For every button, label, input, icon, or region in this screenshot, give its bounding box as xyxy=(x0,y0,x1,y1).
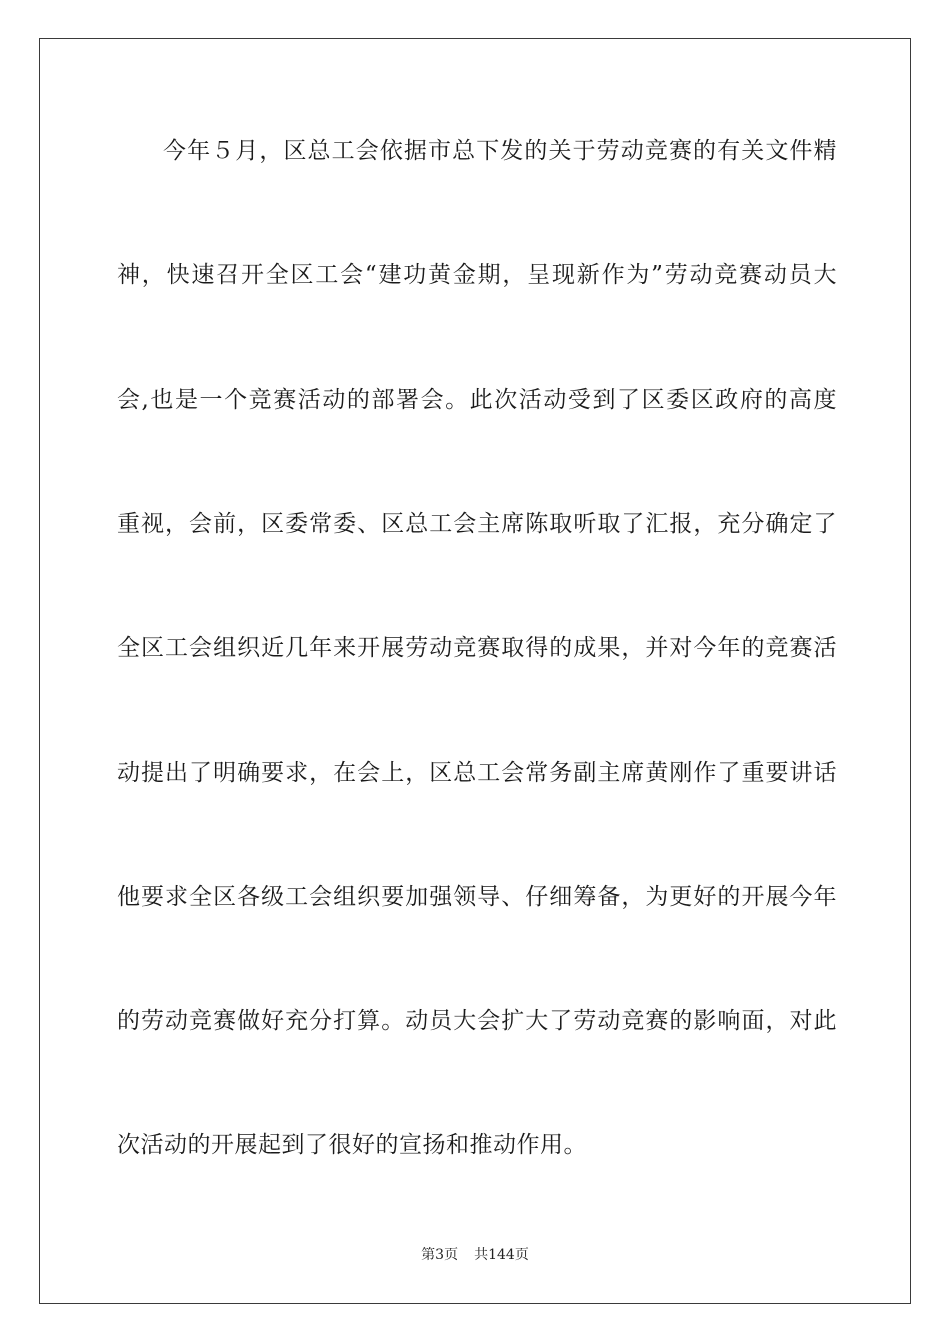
paragraph-line: 的劳动竞赛做好充分打算。动员大会扩大了劳动竞赛的影响面，对此 xyxy=(117,1008,837,1034)
paragraph-line: 次活动的开展起到了很好的宣扬和推动作用。 xyxy=(117,1132,587,1158)
paragraph-line: 全区工会组织近几年来开展劳动竞赛取得的成果，并对今年的竞赛活 xyxy=(117,635,837,661)
paragraph-line: 重视，会前，区委常委、区总工会主席陈取听取了汇报，充分确定了 xyxy=(117,511,837,537)
total-pages: 共144页 xyxy=(474,1247,529,1263)
paragraph-line: 动提出了明确要求，在会上，区总工会常务副主席黄刚作了重要讲话 xyxy=(117,760,837,786)
paragraph-line: 他要求全区各级工会组织要加强领导、仔细筹备，为更好的开展今年 xyxy=(117,884,837,910)
paragraph-line: 会,也是一个竞赛活动的部署会。此次活动受到了区委区政府的高度 xyxy=(117,387,837,413)
paragraph-line: 神，快速召开全区工会“建功黄金期，呈现新作为”劳动竞赛动员大 xyxy=(117,262,837,288)
page-number: 第3页 xyxy=(421,1247,459,1263)
page-footer xyxy=(0,1245,950,1265)
page-frame xyxy=(39,38,911,1304)
paragraph-line: 今年５月，区总工会依据市总下发的关于劳动竞赛的有关文件精 xyxy=(163,138,837,164)
